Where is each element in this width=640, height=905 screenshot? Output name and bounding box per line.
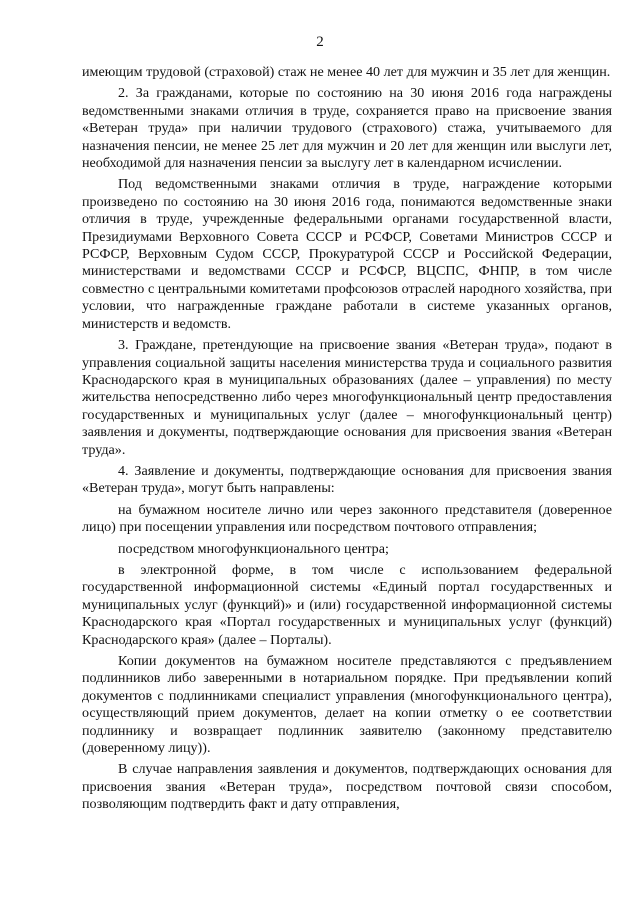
paragraph-electronic-method: в электронной форме, в том числе с использованием федеральной государственной информационной системы «Единый портал государственных и муниципальных услуг (функций)» и (или) государственной информационной системы Краснодарского края «Портал государственных и муниципальных услуг (функций) Краснодарского края» (далее – Порталы). <box>82 561 612 648</box>
paragraph-postal: В случае направления заявления и документов, подтверждающих основания для присвоения звания «Ветеран труда», посредством почтовой связи способом, позволяющим подтвердить факт и дату отправления, <box>82 761 612 813</box>
paragraph-mfc-method: посредством многофункционального центра; <box>118 540 389 557</box>
page-number: 2 <box>316 34 324 50</box>
paragraph-paper-method: на бумажном носителе лично или через законного представителя (доверенное лицо) при посещении управления или посредством почтового отправления; <box>82 501 612 536</box>
paragraph-continuation: имеющим трудовой (страховой) стаж не менее 40 лет для мужчин и 35 лет для женщин. <box>82 64 611 80</box>
paragraph-item-2: 2. За гражданами, которые по состоянию на 30 июня 2016 года награждены ведомственными знаками отличия в труде, сохраняется право на присвоение звания «Ветеран труда» при наличии трудового (страхового) стажа, учитываемого для назначения пенсии, не менее 25 лет для мужчин и 20 лет для женщин или выслуги лет, необходимой для назначения пенсии за выслугу лет в календарном исчислении. <box>82 85 612 172</box>
document-body <box>82 64 612 818</box>
paragraph-copies: Копии документов на бумажном носителе представляются с предъявлением подлинников либо заверенными в нотариальном порядке. При предъявлении копий документов с подлинниками специалист управления (многофункционального центра), осуществляющий прием документов, делает на копии отметку о ее соответствии подлиннику и возвращает подлинник заявителю (законному представителю (доверенному лицу)). <box>82 653 612 757</box>
paragraph-definition: Под ведомственными знаками отличия в труде, награждение которыми произведено по состоянию на 30 июня 2016 года, понимаются ведомственные знаки отличия в труде, учрежденные федеральными органами государственной власти, Президиумами Верховного Совета СССР и РСФСР, Советами Министров СССР и РСФСР, Верховным Судом СССР, Прокуратурой СССР и Российской Федерации, министерствами и ведомствами СССР и РСФСР, ВЦСПС, ФНПР, в том числе совместно с центральными комитетами профсоюзов отраслей народного хозяйства, при условии, что награжденные граждане работали в системе указанных органов, министерств и ведомств. <box>82 176 612 332</box>
paragraph-item-4: 4. Заявление и документы, подтверждающие основания для присвоения звания «Ветеран труда», могут быть направлены: <box>82 462 612 497</box>
paragraph-item-3: 3. Граждане, претендующие на присвоение звания «Ветеран труда», подают в управления социальной защиты населения министерства труда и социального развития Краснодарского края в муниципальных образованиях (далее – управления) по месту жительства непосредственно либо через многофункциональный центр предоставления государственных и муниципальных услуг (далее – многофункциональный центр) заявления и документы, подтверждающие основания для присвоения звания «Ветеран труда». <box>82 337 612 458</box>
